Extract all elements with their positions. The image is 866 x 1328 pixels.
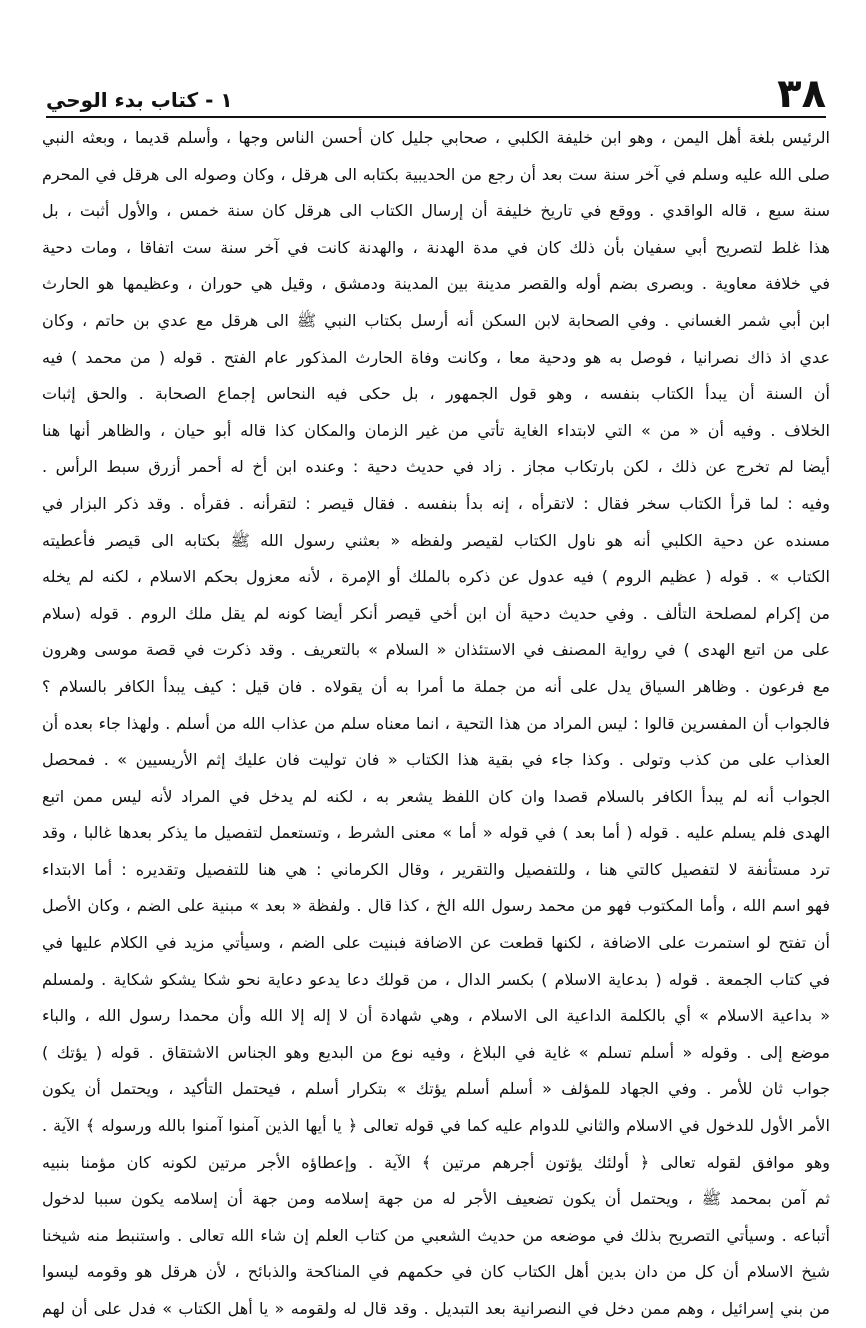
text-line: أتباعه . وسيأتي التصريح بذلك في موضعه من حديث الشعبي من كتاب العلم إن شاء الله تعالى . واستنبط منه شيخنا	[42, 1225, 830, 1245]
text-line: من إكرام لمصلحة التألف . وفي حديث دحية أن ابن أخي قيصر أنكر أيضا كونه لم يقل ملك الروم . قوله (سلام	[42, 603, 830, 623]
running-title: ١ - كتاب بدء الوحي	[46, 88, 233, 112]
text-line: في خلافة معاوية . وبصرى بضم أوله والقصر مدينة بين المدينة ودمشق ، وقيل هي حوران ، وعظيمها هو الحارث	[42, 274, 830, 294]
text-line: سنة سبع ، قاله الواقدي . ووقع في تاريخ خليفة أن إرسال الكتاب الى هرقل كان سنة خمس ، والأول أثبت ، بل	[42, 201, 830, 221]
text-line: الخلاف . وفيه أن « من » التي لابتداء الغاية تأتي من غير الزمان والمكان كذا قاله أبو حيان ، والظاهر أنها هنا	[42, 420, 830, 440]
text-line: وهو موافق لقوله تعالى ﴿ أولئك يؤتون أجرهم مرتين ﴾ الآية . وإعطاؤه الأجر مرتين لكونه كان مؤمنا بنبيه	[42, 1152, 830, 1172]
text-line: موضع إلى . وقوله « أسلم تسلم » غاية في البلاغ ، وفيه نوع من البديع وهو الجناس الاشتقاق . قوله ( يؤتك )	[42, 1042, 830, 1062]
text-line: ابن أبي شمر الغساني . وفي الصحابة لابن السكن أنه أرسل بكتاب النبي ﷺ الى هرقل مع عدي بن حاتم ، وكان	[42, 310, 830, 330]
text-line: ترد مستأنفة لا لتفصيل كالتي هنا ، وللتفصيل والتقرير ، وقال الكرماني : هي هنا للتفصيل وتقديره : أما الابتداء	[42, 859, 830, 879]
text-line: مع فرعون . وظاهر السياق يدل على أنه من جملة ما أمرا به أن يقولاه . فان قيل : كيف يبدأ الكافر بالسلام ؟	[42, 676, 830, 696]
text-line: على من اتبع الهدى ) في رواية المصنف في الاستئذان « السلام » بالتعريف . وقد ذكرت في قصة موسى وهرون	[42, 640, 830, 660]
text-line: من بني إسرائيل ، وهم ممن دخل في النصرانية بعد التبديل . وقد قال له ولقومه « يا أهل الكتاب » فدل على أن لهم	[42, 1299, 830, 1318]
text-line: مسنده عن دحية الكلبي أنه هو ناول الكتاب لقيصر ولفظه « بعثني رسول الله ﷺ بكتابه الى قيصر فأعطيته	[42, 530, 830, 550]
page-number: ٣٨	[777, 71, 826, 117]
body-text	[42, 120, 830, 1318]
text-line: أن السنة أن يبدأ الكتاب بنفسه ، وهو قول الجمهور ، بل حكى فيه النحاس إجماع الصحابة . والحق إثبات	[42, 384, 830, 404]
text-line: الهدى فلم يسلم عليه . قوله ( أما بعد ) في قوله « أما » معنى الشرط ، وتستعمل لتفصيل ما يذكر بعدها غالبا ، وقد	[42, 823, 830, 843]
text-line: أيضا لم تخرج عن ذلك ، لكن بارتكاب مجاز . زاد في حديث دحية : وعنده ابن أخ له أحمر أزرق سبط الرأس .	[42, 457, 830, 477]
text-line: هذا غلط لتصريح أبي سفيان بأن ذلك كان في مدة الهدنة ، والهدنة كانت في آخر سنة ست اتفاقا ، ومات دحية	[42, 237, 830, 257]
text-line: الجواب أنه لم يبدأ الكافر بالسلام قصدا وان كان اللفظ يشعر به ، لكنه لم يدخل في المراد لأنه ليس ممن اتبع	[42, 786, 830, 806]
text-line: الكتاب » . قوله ( عظيم الروم ) فيه عدول عن ذكره بالملك أو الإمرة ، لأنه معزول بحكم الاسلام ، لكنه لم يخله	[42, 567, 830, 587]
text-line: فهو اسم الله ، وأما المكتوب فهو من محمد رسول الله الخ ، كذا قال . ولفظة « بعد » مبنية على الضم ، وكان الأصل	[42, 896, 830, 916]
text-line: عدي اذ ذاك نصرانيا ، فوصل به هو ودحية معا ، وكانت وفاة الحارث المذكور عام الفتح . قوله ( من محمد ) فيه	[42, 347, 830, 367]
text-line: في كتاب الجمعة . قوله ( بدعاية الاسلام ) بكسر الدال ، من قولك دعا يدعو دعاية نحو شكا يشكو شكاية . ولمسلم	[42, 969, 830, 989]
text-line: أن تفتح لو استمرت على الاضافة ، لكنها قطعت عن الاضافة فبنيت على الضم ، وسيأتي مزيد في الكلام عليها في	[42, 933, 830, 953]
text-line: الأمر الأول للدخول في الاسلام والثاني للدوام عليه كما في قوله تعالى ﴿ يا أيها الذين آمنوا آمنوا بالله ورسوله ﴾ الآية .	[42, 1116, 830, 1136]
text-line: فالجواب أن المفسرين قالوا : ليس المراد من هذا التحية ، انما معناه سلم من عذاب الله من أسلم . ولهذا جاء بعده أن	[42, 713, 830, 733]
text-line: الرئيس بلغة أهل اليمن ، وهو ابن خليفة الكلبي ، صحابي جليل كان أحسن الناس وجها ، وأسلم قديما ، وبعثه النبي	[42, 128, 830, 147]
text-line: جواب ثان للأمر . وفي الجهاد للمؤلف « أسلم أسلم يؤتك » بتكرار أسلم ، فيحتمل التأكيد ، ويحتمل أن يكون	[42, 1079, 830, 1099]
text-line: ثم آمن بمحمد ﷺ ، ويحتمل أن يكون تضعيف الأجر له من جهة إسلامه ومن جهة أن إسلامه يكون سببا لدخول	[42, 1189, 830, 1209]
text-line: العذاب على من كذب وتولى . وكذا جاء في بقية هذا الكتاب « فان توليت فان عليك إثم الأريسيين » . فمحصل	[42, 750, 830, 770]
text-line: شيخ الاسلام أن كل من دان بدين أهل الكتاب كان في حكمهم في المناكحة والذبائح ، لأن هرقل هو وقومه ليسوا	[42, 1262, 830, 1282]
header-divider	[46, 116, 826, 118]
text-line: صلى الله عليه وسلم في آخر سنة ست بعد أن رجع من الحديبية بكتابه الى هرقل ، وكان وصوله الى هرقل في المحرم	[42, 164, 830, 184]
page-header	[46, 62, 826, 117]
text-line: « بداعية الاسلام » أي بالكلمة الداعية الى الاسلام ، وهي شهادة أن لا إله إلا الله وأن محمدا رسول الله ، والباء	[42, 1006, 830, 1026]
text-line: وفيه : لما قرأ الكتاب سخر فقال : لاتقرأه ، إنه بدأ بنفسه . فقال قيصر : لتقرأنه . فقرأه . وقد ذكر البزار في	[42, 493, 830, 513]
